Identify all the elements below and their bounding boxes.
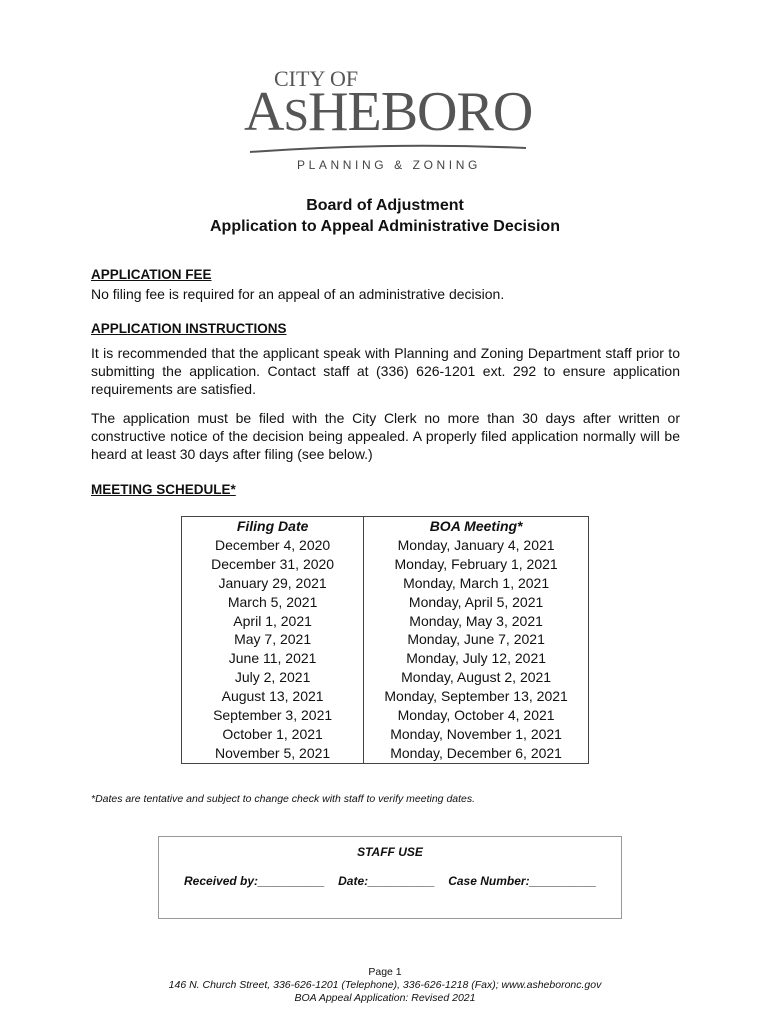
logo-name-rest: HEBORO <box>308 81 533 143</box>
filing-date-cell: December 31, 2020 <box>182 555 364 574</box>
meeting-date-cell: Monday, December 6, 2021 <box>364 744 589 763</box>
filing-date-cell: August 13, 2021 <box>182 687 364 706</box>
table-header-row <box>182 517 589 536</box>
logo-subtitle: PLANNING & ZONING <box>297 158 481 172</box>
logo-name <box>244 80 534 144</box>
received-by-field: Received by:__________ <box>184 874 325 888</box>
table-row <box>182 725 589 744</box>
page-subtitle: Application to Appeal Administrative Decision <box>210 218 560 235</box>
meeting-date-cell: Monday, October 4, 2021 <box>364 706 589 725</box>
table-row <box>182 744 589 763</box>
instructions-heading: APPLICATION INSTRUCTIONS <box>91 321 287 336</box>
col-filing-date: Filing Date <box>182 517 364 536</box>
table-row <box>182 536 589 555</box>
meeting-date-cell: Monday, February 1, 2021 <box>364 555 589 574</box>
table-row <box>182 555 589 574</box>
staff-use-box <box>158 836 622 919</box>
fee-heading: APPLICATION FEE <box>91 267 212 282</box>
schedule-heading: MEETING SCHEDULE* <box>91 482 236 497</box>
filing-date-cell: April 1, 2021 <box>182 612 364 631</box>
schedule-note: *Dates are tentative and subject to change check with staff to verify meeting dates. <box>91 793 476 805</box>
logo-name-a: A <box>244 81 284 143</box>
table-row <box>182 593 589 612</box>
table-row <box>182 574 589 593</box>
table-row <box>182 612 589 631</box>
table-row <box>182 706 589 725</box>
meeting-date-cell: Monday, July 12, 2021 <box>364 649 589 668</box>
footer-address: 146 N. Church Street, 336-626-1201 (Telephone), 336-626-1218 (Fax); www.asheboronc.gov <box>168 979 602 991</box>
table-row <box>182 649 589 668</box>
logo-name-s: S <box>283 89 309 140</box>
filing-date-cell: July 2, 2021 <box>182 668 364 687</box>
page-title: Board of Adjustment <box>306 197 464 214</box>
date-field: Date:__________ <box>338 874 435 888</box>
col-boa-meeting: BOA Meeting* <box>364 517 589 536</box>
meeting-date-cell: Monday, March 1, 2021 <box>364 574 589 593</box>
logo-city-of: CITY OF <box>274 66 359 91</box>
instructions-para-2: The application must be filed with the City Clerk no more than 30 days after written or constructive notice of the decision being appealed. A properly filed application normally will be heard at least 30 days after filing (see below.) <box>91 410 680 463</box>
meeting-date-cell: Monday, June 7, 2021 <box>364 630 589 649</box>
table-row <box>182 687 589 706</box>
instructions-para-1: It is recommended that the applicant speak with Planning and Zoning Department staff prior to submitting the application. Contact staff at (336) 626-1201 ext. 292 to ensure application requirements are satisfied. <box>91 345 680 398</box>
filing-date-cell: September 3, 2021 <box>182 706 364 725</box>
page-number: Page 1 <box>368 966 402 978</box>
meeting-date-cell: Monday, November 1, 2021 <box>364 725 589 744</box>
footer-revision: BOA Appeal Application: Revised 2021 <box>294 992 476 1004</box>
filing-date-cell: January 29, 2021 <box>182 574 364 593</box>
meeting-date-cell: Monday, April 5, 2021 <box>364 593 589 612</box>
filing-date-cell: November 5, 2021 <box>182 744 364 763</box>
filing-date-cell: May 7, 2021 <box>182 630 364 649</box>
meeting-date-cell: Monday, January 4, 2021 <box>364 536 589 555</box>
logo-swoosh-icon <box>250 144 526 154</box>
staff-fields <box>184 874 606 888</box>
meeting-date-cell: Monday, September 13, 2021 <box>364 687 589 706</box>
filing-date-cell: March 5, 2021 <box>182 593 364 612</box>
table-row <box>182 630 589 649</box>
case-number-field: Case Number:__________ <box>448 874 597 888</box>
staff-use-title: STAFF USE <box>357 845 423 859</box>
filing-date-cell: December 4, 2020 <box>182 536 364 555</box>
fee-text: No filing fee is required for an appeal of an administrative decision. <box>91 286 505 302</box>
meeting-schedule-table <box>181 516 589 764</box>
meeting-date-cell: Monday, August 2, 2021 <box>364 668 589 687</box>
city-logo <box>244 62 534 180</box>
table-row <box>182 668 589 687</box>
filing-date-cell: June 11, 2021 <box>182 649 364 668</box>
filing-date-cell: October 1, 2021 <box>182 725 364 744</box>
meeting-date-cell: Monday, May 3, 2021 <box>364 612 589 631</box>
